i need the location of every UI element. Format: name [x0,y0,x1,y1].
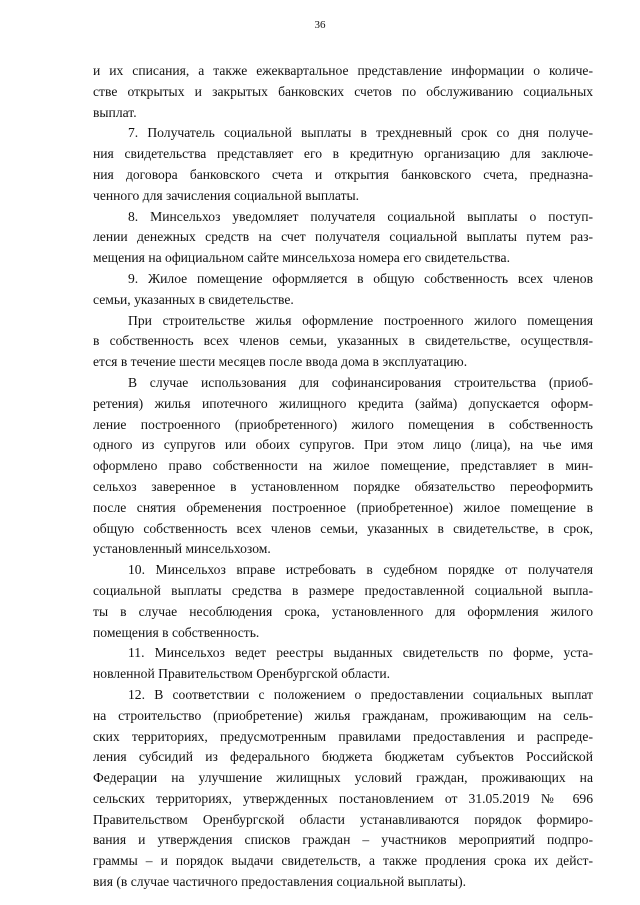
text-line: в собственность всех членов семьи, указанных в свидетельстве, осуществля- [93,333,593,349]
text-line: ния договора банковского счета и открытия банковского счета, предназна- [93,166,593,182]
text-line: 9. Жилое помещение оформляется в общую собственность всех членов [128,270,593,286]
text-line: В случае использования для софинансирования строительства (приоб- [128,374,593,390]
text-line: мещения на официальном сайте минсельхоза номера его свидетельства. [93,250,510,266]
text-line: ты в случае несоблюдения срока, установленного для оформления жилого [93,603,593,619]
text-line: 10. Минсельхоз вправе истребовать в судебном порядке от получателя [128,562,593,578]
text-line: ских территориях, предусмотренным правилами предоставления и распреде- [93,728,593,744]
text-line: оформлено право собственности на жилое помещение, представляет в мин- [93,458,593,474]
text-line: социальной выплаты средства в размере предоставленной социальной выпла- [93,582,593,598]
text-line: помещения в собственность. [93,624,260,640]
paragraph [93,207,593,269]
page-number: 36 [314,19,326,31]
text-line: и их списания, а также ежеквартальное представление информации о количе- [93,63,593,78]
text-line: стве открытых и закрытых банковских счетов по обслуживанию социальных [93,83,593,99]
text-line: 8. Минсельхоз уведомляет получателя социальной выплаты о поступ- [128,208,593,224]
text-line: Правительством Оренбургской области устанавливаются порядок формиро- [93,811,593,827]
text-line: сельских территориях, утвержденных постановлением от 31.05.2019 № 696 [93,790,593,806]
paragraph [93,560,593,643]
text-line: общую собственность всех членов семьи, указанных в свидетельстве, в срок, [93,520,593,536]
paragraph [93,685,593,893]
paragraph [93,373,593,560]
text-line: ление построенного (приобретенного) жилого помещения в собственность [93,416,593,432]
text-line: после снятия обременения построенное (приобретенное) жилое помещение в [93,499,593,515]
text-line: Федерации на улучшение жилищных условий граждан, проживающих на [93,770,593,786]
text-line: выплат. [93,104,137,120]
text-line: установленный минсельхозом. [93,541,271,557]
text-line: 11. Минсельхоз ведет реестры выданных свидетельств по форме, уста- [128,645,593,661]
text-line: лении денежных средств на счет получателя социальной выплаты путем раз- [93,229,593,245]
text-line: граммы – и порядок выдачи свидетельств, а также продления срока их дейст- [93,853,593,869]
text-line: вания и утверждения списков граждан – участников мероприятий подпро- [93,832,593,848]
paragraph [93,311,593,373]
text-line: ления субсидий из федерального бюджета бюджетам субъектов Российской [93,749,593,765]
paragraph [93,269,593,311]
text-line: При строительстве жилья оформление построенного жилого помещения [128,312,593,328]
document-body [93,61,593,893]
paragraph [93,61,593,123]
text-line: 7. Получатель социальной выплаты в трехдневный срок со дня получе- [128,125,593,141]
text-line: ния свидетельства представляет его в кредитную организацию для заключе- [93,146,593,162]
text-line: семьи, указанных в свидетельстве. [93,291,294,307]
text-line: 12. В соответствии с положением о предоставлении социальных выплат [128,686,593,702]
text-line: сельхоз заверенное в установленном порядке обязательство переоформить [93,478,593,494]
text-line: вия (в случае частичного предоставления социальной выплаты). [93,874,467,890]
text-line: ретения) жилья ипотечного жилищного кредита (займа) допускается оформ- [93,395,593,411]
text-line: новленной Правительством Оренбургской области. [93,666,391,682]
paragraph [93,123,593,206]
paragraph [93,643,593,685]
text-line: на строительство (приобретение) жилья гражданам, проживающим на сель- [93,707,593,723]
text-line: ется в течение шести месяцев после ввода дома в эксплуатацию. [93,354,468,370]
text-line: ченного для зачисления социальной выплаты. [93,187,360,203]
text-line: одного из супругов или обоих супругов. При этом лицо (лица), на чье имя [93,437,593,453]
